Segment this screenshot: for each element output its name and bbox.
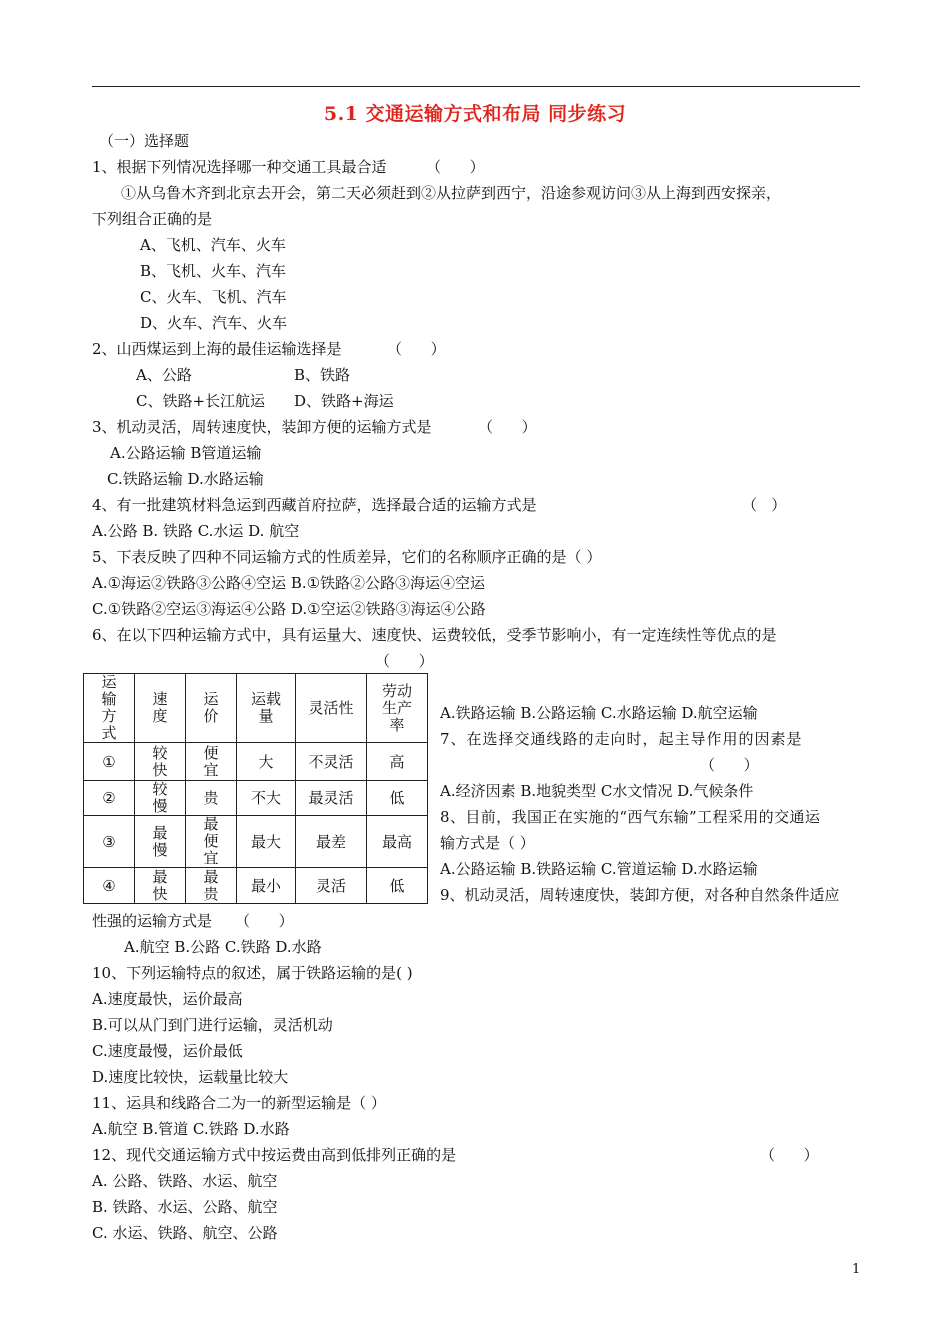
- q7-options: A.经济因素 B.地貌类型 C水文情况 D.气候条件: [440, 782, 754, 800]
- q9-stem-cont: 性强的运输方式是: [92, 912, 213, 930]
- top-rule: [92, 86, 860, 87]
- q6-options: A.铁路运输 B.公路运输 C.水路运输 D.航空运输: [440, 704, 758, 722]
- q12-option-b: B. 铁路、水运、公路、航空: [92, 1198, 278, 1216]
- q12-stem: 12、现代交通运输方式中按运费由高到低排列正确的是: [92, 1146, 457, 1164]
- q2-option-d: D、铁路+海运: [294, 392, 394, 410]
- table-cell: 低: [367, 781, 428, 816]
- table-cell: 灵活: [296, 868, 367, 904]
- table-header-cell: 劳动生产率: [381, 681, 412, 734]
- q10-option-b: B.可以从门到门进行运输，灵活机动: [92, 1016, 333, 1034]
- q9-stem: 9、机动灵活，周转速度快，装卸方便，对各种自然条件适应: [440, 886, 840, 904]
- q6-answer-blank: （ ）: [375, 652, 434, 670]
- section-heading: （一）选择题: [99, 132, 190, 150]
- table-cell: 最快: [152, 867, 168, 903]
- q1-detail: ①从乌鲁木齐到北京去开会，第二天必须赶到②从拉萨到西宁，沿途参观访问③从上海到西安探亲，: [121, 184, 782, 202]
- q9-options: A.航空 B.公路 C.铁路 D.水路: [124, 938, 322, 956]
- q5-stem: 5、下表反映了四种不同运输方式的性质差异，它们的名称顺序正确的是（ ）: [92, 548, 602, 566]
- table-header-row: [84, 674, 428, 743]
- q1-stem: 1、根据下列情况选择哪一种交通工具最合适: [92, 158, 387, 176]
- table-cell: 最高: [367, 816, 428, 868]
- q1-option-a: A、飞机、汽车、火车: [140, 236, 286, 254]
- table-cell: 最慢: [152, 823, 168, 859]
- q2-option-c: C、铁路+长江航运: [136, 392, 266, 410]
- q10-stem: 10、下列运输特点的叙述，属于铁路运输的是( ): [92, 964, 413, 982]
- table-cell: 贵: [186, 781, 237, 816]
- table-cell: 不大: [237, 781, 296, 816]
- table-cell: 大: [237, 743, 296, 781]
- table-cell: ①: [84, 743, 135, 781]
- q8-stem: 8、目前，我国正在实施的“西气东输”工程采用的交通运: [440, 808, 821, 826]
- q1-option-d: D、火车、汽车、火车: [140, 314, 288, 332]
- q11-stem: 11、运具和线路合二为一的新型运输是（ ）: [92, 1094, 386, 1112]
- table-cell: ③: [84, 816, 135, 868]
- table-row: [84, 743, 428, 781]
- q3-answer-blank: （ ）: [478, 418, 537, 436]
- q3-options-cd: C.铁路运输 D.水路运输: [107, 470, 264, 488]
- q10-option-a: A.速度最快，运价最高: [92, 990, 243, 1008]
- table-cell: 低: [367, 868, 428, 904]
- table-header-cell: 运输方式: [101, 673, 117, 742]
- q5-options-ab: A.①海运②铁路③公路④空运 B.①铁路②公路③海运④空运: [92, 574, 486, 592]
- page-number: 1: [852, 1262, 861, 1277]
- q4-stem: 4、有一批建筑材料急运到西藏首府拉萨，选择最合适的运输方式是: [92, 496, 537, 514]
- q10-option-c: C.速度最慢，运价最低: [92, 1042, 243, 1060]
- table-cell: 最小: [237, 868, 296, 904]
- q2-answer-blank: （ ）: [387, 340, 446, 358]
- q12-option-c: C. 水运、铁路、航空、公路: [92, 1224, 278, 1242]
- q1-detail-cont: 下列组合正确的是: [92, 210, 213, 228]
- table-cell: 最差: [296, 816, 367, 868]
- table-cell: 不灵活: [296, 743, 367, 781]
- q4-options: A.公路 B. 铁路 C.水运 D. 航空: [92, 522, 300, 540]
- table-header-cell: 灵活性: [296, 674, 367, 743]
- transport-comparison-table: [83, 673, 428, 904]
- table-header-cell: 运载量: [250, 690, 281, 725]
- table-row: [84, 868, 428, 904]
- q6-stem: 6、在以下四种运输方式中，具有运量大、速度快、运费较低，受季节影响小，有一定连续性等优点的是: [92, 626, 777, 644]
- q7-stem: 7、在选择交通线路的走向时，起主导作用的因素是: [440, 730, 803, 748]
- table-row: [84, 781, 428, 816]
- q1-option-b: B、飞机、火车、汽车: [140, 262, 287, 280]
- q8-options: A.公路运输 B.铁路运输 C.管道运输 D.水路运输: [440, 860, 758, 878]
- q4-answer-blank: （ ）: [742, 496, 787, 514]
- q2-stem: 2、山西煤运到上海的最佳运输选择是: [92, 340, 342, 358]
- q5-options-cd: C.①铁路②空运③海运④公路 D.①空运②铁路③海运④公路: [92, 600, 486, 618]
- table-cell: 较快: [152, 743, 168, 779]
- table-cell: 便宜: [203, 743, 219, 779]
- table-header-cell: 速度: [152, 690, 168, 725]
- table-cell: ②: [84, 781, 135, 816]
- table-cell: ④: [84, 868, 135, 904]
- q3-options-ab: A.公路运输 B管道运输: [110, 444, 262, 462]
- table-cell: 最贵: [203, 867, 219, 903]
- q8-stem-cont: 输方式是（ ）: [440, 834, 535, 852]
- q11-options: A.航空 B.管道 C.铁路 D.水路: [92, 1120, 290, 1138]
- page-title: 5.1 交通运输方式和布局 同步练习: [323, 103, 627, 125]
- table-header-cell: 运价: [203, 690, 219, 725]
- q7-answer-blank: （ ）: [700, 756, 759, 774]
- q2-option-a: A、公路: [136, 366, 192, 384]
- table-cell: 较慢: [152, 780, 168, 815]
- table-cell: 最便宜: [203, 815, 219, 867]
- q9-answer-blank: （ ）: [235, 912, 294, 930]
- table-cell: 最灵活: [296, 781, 367, 816]
- table-cell: 最大: [237, 816, 296, 868]
- q1-option-c: C、火车、飞机、汽车: [140, 288, 287, 306]
- q1-answer-blank: （ ）: [426, 158, 485, 176]
- q10-option-d: D.速度比较快，运载量比较大: [92, 1068, 289, 1086]
- q2-option-b: B、铁路: [294, 366, 351, 384]
- q12-option-a: A. 公路、铁路、水运、航空: [92, 1172, 278, 1190]
- q3-stem: 3、机动灵活，周转速度快，装卸方便的运输方式是: [92, 418, 432, 436]
- table-row: [84, 816, 428, 868]
- table-cell: 高: [367, 743, 428, 781]
- q12-answer-blank: （ ）: [760, 1146, 819, 1164]
